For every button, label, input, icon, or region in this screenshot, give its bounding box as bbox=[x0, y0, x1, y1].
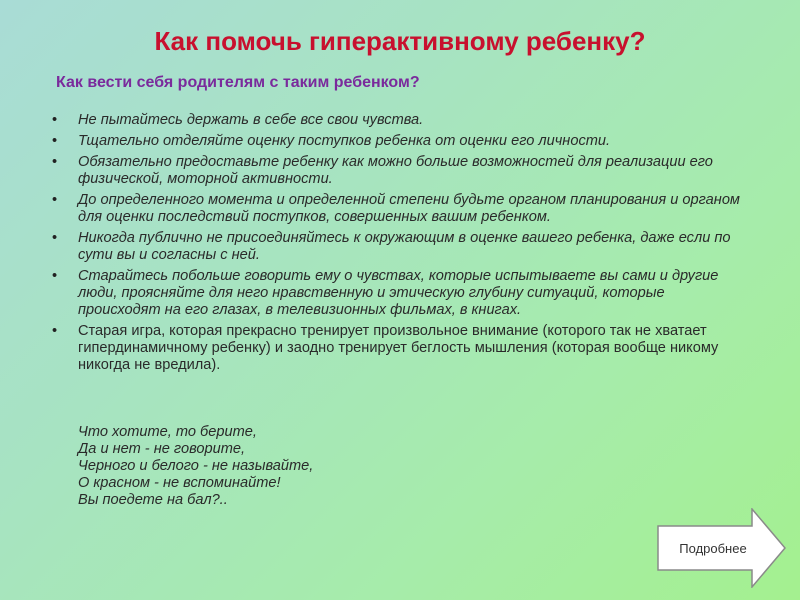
game-rules-poem bbox=[78, 424, 313, 509]
poem-line: Да и нет - не говорите, bbox=[78, 441, 246, 457]
page-subtitle: Как вести себя родителям с таким ребенком? bbox=[56, 74, 420, 91]
poem-line: О красном - не вспоминайте! bbox=[78, 475, 281, 491]
more-button[interactable] bbox=[657, 508, 787, 588]
list-item: • Тщательно отделяйте оценку поступков ребенка от оценки его личности. bbox=[50, 133, 750, 150]
poem-line: Что хотите, то берите, bbox=[78, 424, 257, 440]
poem-line: Черного и белого - не называйте, bbox=[78, 458, 314, 474]
poem-line: Вы поедете на бал?.. bbox=[78, 492, 228, 508]
advice-list bbox=[50, 112, 750, 378]
list-item: • Не пытайтесь держать в себе все свои чувства. bbox=[50, 112, 750, 129]
list-item: • Обязательно предоставьте ребенку как можно больше возможностей для реализации его физической, моторной активности. bbox=[50, 154, 750, 188]
list-item: • Никогда публично не присоединяйтесь к окружающим в оценке вашего ребенка, даже если по сути вы и согласны с ней. bbox=[50, 230, 750, 264]
list-item: • Старайтесь побольше говорить ему о чувствах, которые испытываете вы сами и другие люди, проясняйте для него нравственную и этическую глубину ситуаций, которые происходят на его глазах, в телевизионных фильмах, в книгах. bbox=[50, 268, 750, 319]
page-title: Как помочь гиперактивному ребенку? bbox=[154, 26, 646, 56]
more-button-label: Подробнее bbox=[679, 540, 747, 556]
list-item: • Старая игра, которая прекрасно тренирует произвольное внимание (которого так не хватает гипердинамичному ребенку) и заодно тренирует беглость мышления (которая вообще никому никогда не вредила). bbox=[50, 323, 750, 374]
list-item: • До определенного момента и определенной степени будьте органом планирования и органом для оценки последствий поступков, совершенных вашим ребенком. bbox=[50, 192, 750, 226]
